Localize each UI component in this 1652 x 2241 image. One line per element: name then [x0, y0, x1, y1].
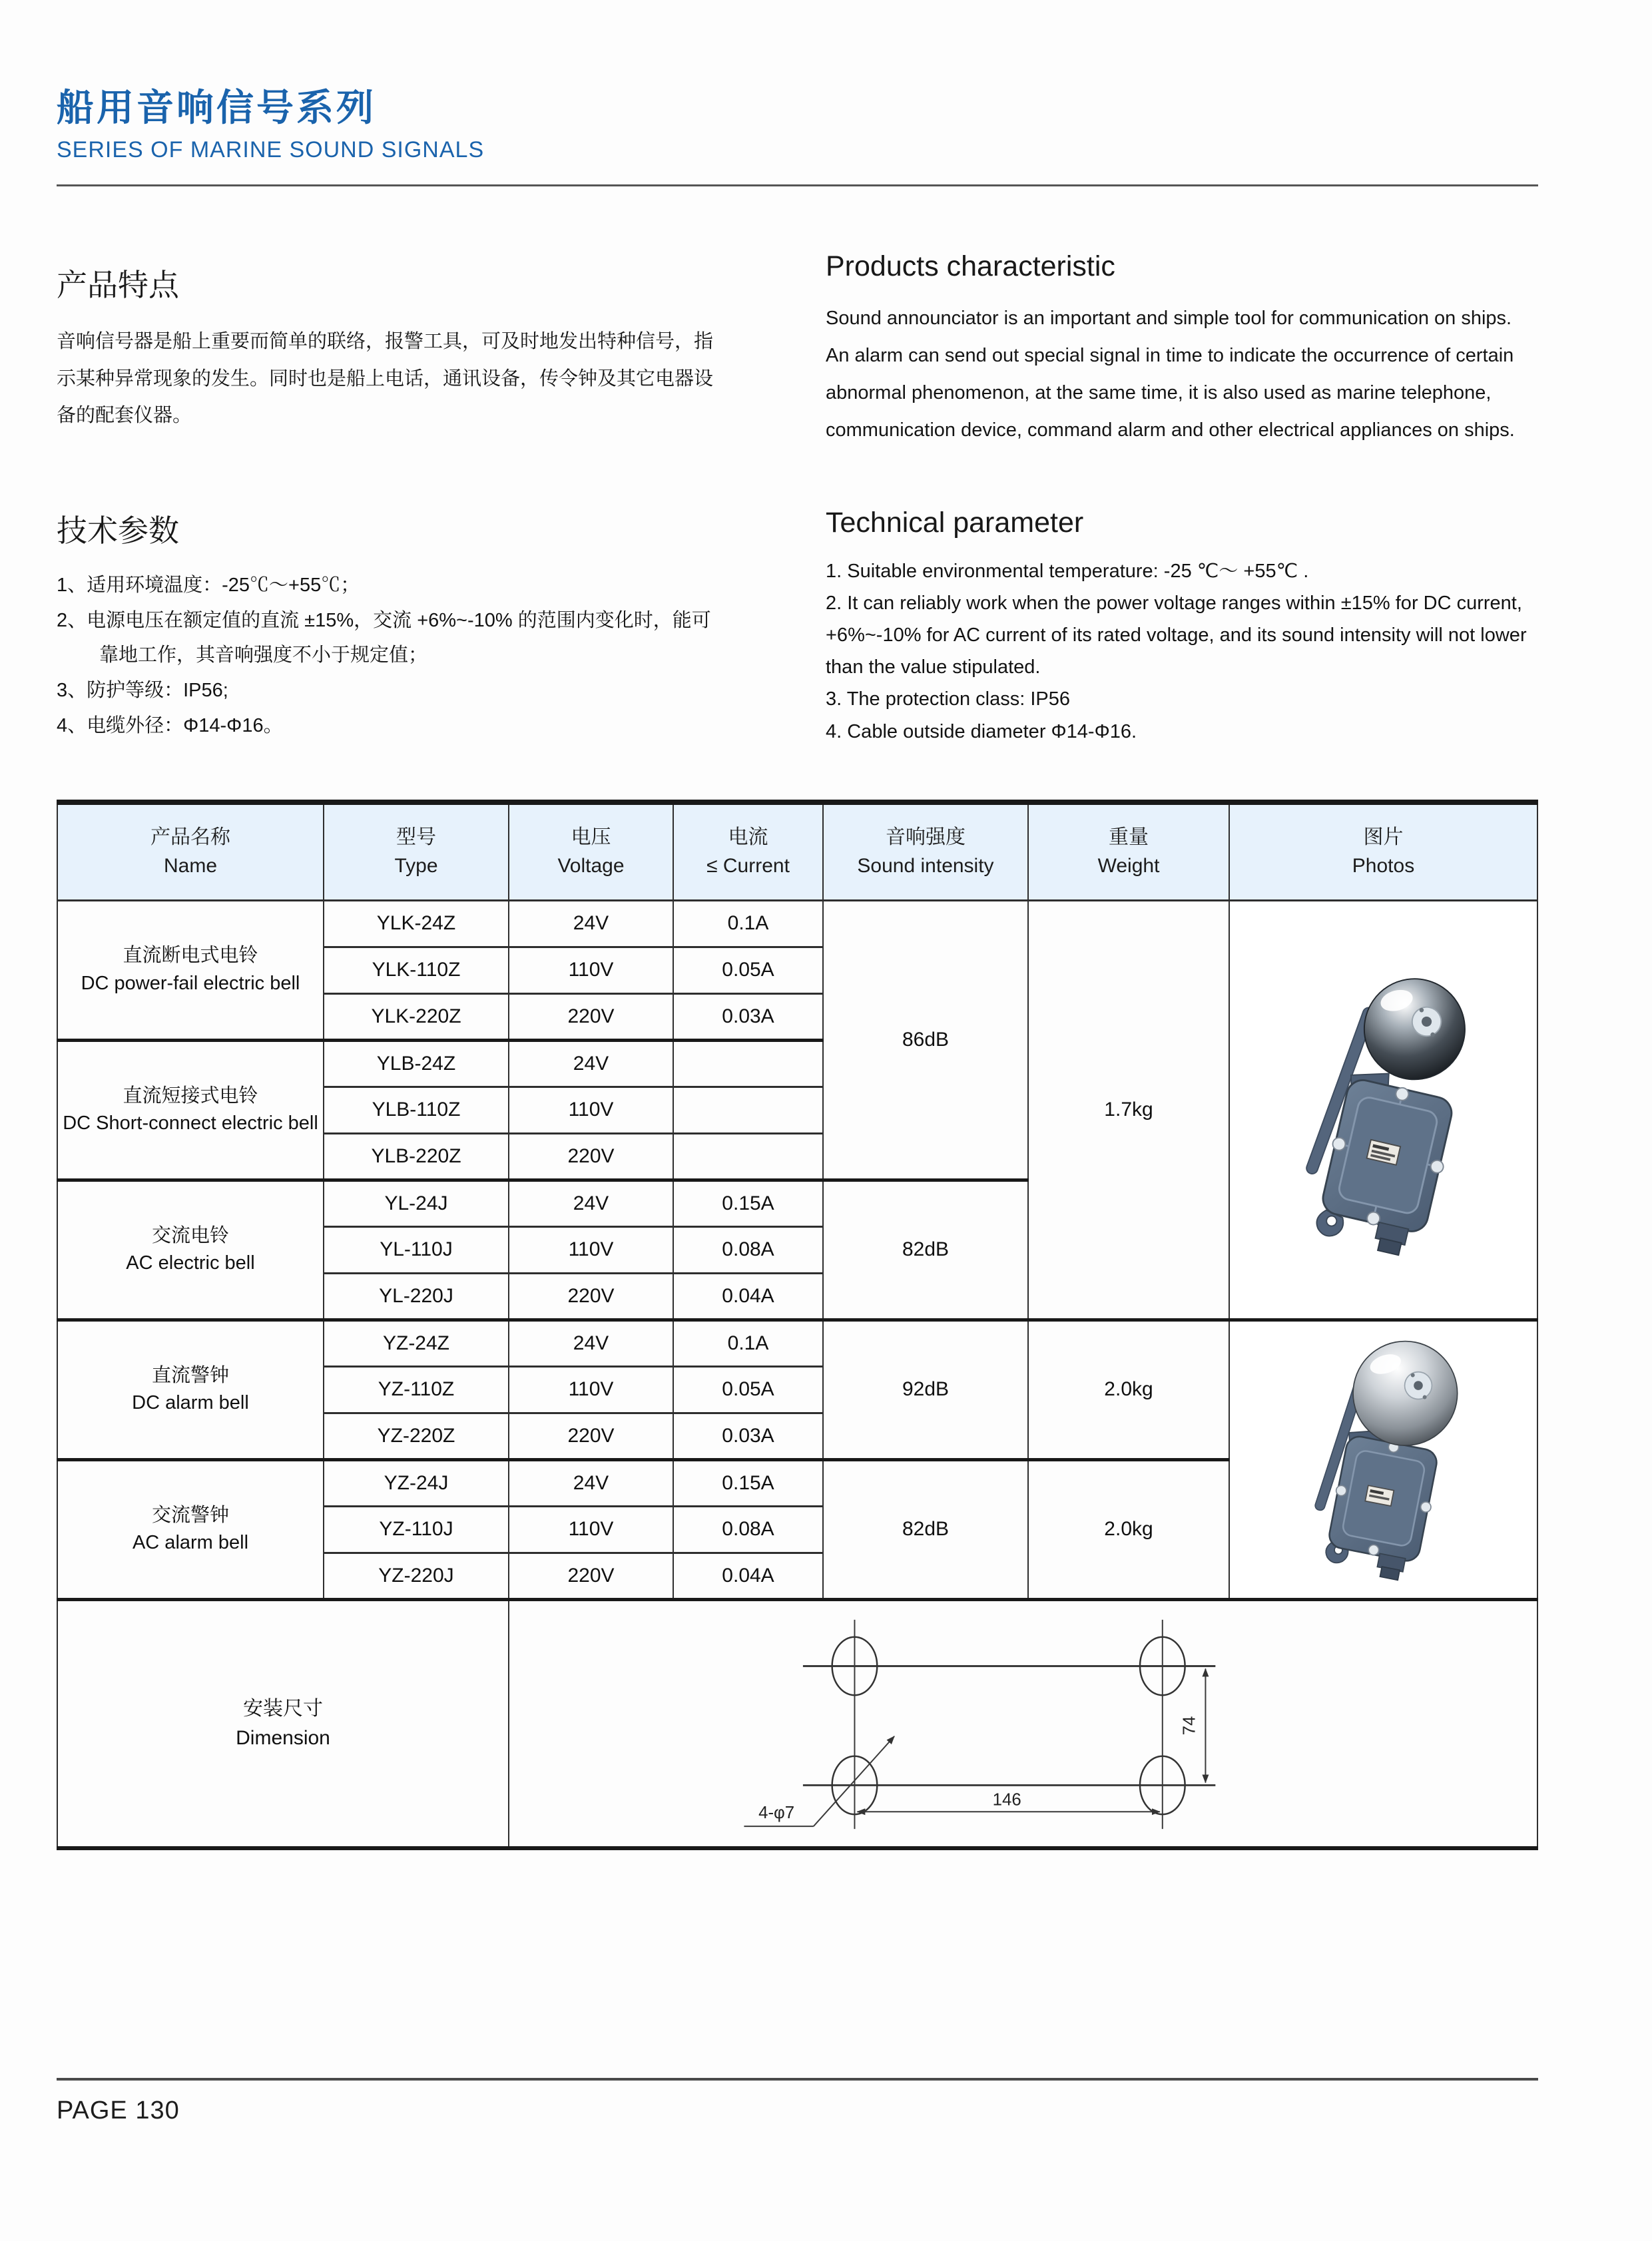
- voltage-cell: 24V: [509, 900, 673, 947]
- product-spec-table: [57, 800, 1538, 1850]
- intro-sections: [57, 186, 1538, 748]
- list-item: 1. Suitable environmental temperature: -25 ℃～ +55℃ .: [826, 560, 1309, 582]
- type-cell: YLB-24Z: [324, 1040, 509, 1087]
- sound-intensity-cell: 92dB: [823, 1320, 1028, 1459]
- list-item: 2、电源电压在额定值的直流 ±15%，交流 +6%~-10% 的范围内变化时，能可靠地工作，其音响强度不小于规定值；: [57, 609, 711, 666]
- voltage-cell: 110V: [509, 947, 673, 993]
- voltage-cell: 110V: [509, 1366, 673, 1413]
- current-cell: 0.1A: [673, 1320, 823, 1366]
- features-body-en: Sound announciator is an important and simple tool for communication on ships. An alarm can send out special signal in time to indicate the occurrence of certain abnormal phenomenon, at the same time, it is also used as marine telephone, communication device, command alarm and other electrical appliances on ships.: [826, 308, 1515, 441]
- page-footer: [57, 2078, 1538, 2125]
- type-cell: YLK-110Z: [324, 947, 509, 993]
- weight-cell: 2.0kg: [1028, 1459, 1229, 1599]
- current-cell: 0.1A: [673, 900, 823, 947]
- params-list-en: [826, 555, 1538, 748]
- current-cell: 0.05A: [673, 947, 823, 993]
- dimension-drawing: [509, 1599, 1537, 1848]
- alarm-bell-image: [1274, 1324, 1494, 1590]
- dim-holes-label: 4-φ7: [758, 1803, 794, 1822]
- table-header-row: [57, 802, 1537, 901]
- voltage-cell: 24V: [509, 1180, 673, 1226]
- product-photo-electric-bell: [1229, 900, 1537, 1320]
- features-heading-en: Products characteristic: [826, 250, 1115, 282]
- voltage-cell: 220V: [509, 1273, 673, 1320]
- type-cell: YZ-110J: [324, 1506, 509, 1553]
- dim-width-label: 146: [992, 1790, 1021, 1809]
- product-name-cell: 交流警钟 AC alarm bell: [57, 1459, 324, 1599]
- weight-cell: 2.0kg: [1028, 1320, 1229, 1459]
- type-cell: YLK-220Z: [324, 993, 509, 1040]
- current-cell: 0.08A: [673, 1506, 823, 1553]
- electric-bell-image: [1270, 941, 1497, 1274]
- page-title-zh: 船用音响信号系列: [57, 87, 376, 128]
- product-name-cell: 直流断电式电铃 DC power-fail electric bell: [57, 900, 324, 1040]
- table-row: [57, 900, 1537, 947]
- type-cell: YZ-220Z: [324, 1413, 509, 1459]
- type-cell: YL-220J: [324, 1273, 509, 1320]
- dim-height-label: 74: [1180, 1716, 1199, 1735]
- list-item: 3、防护等级：IP56;: [57, 680, 228, 702]
- col-header-current: 电流 ≤ Current: [673, 802, 823, 901]
- current-cell: 0.04A: [673, 1273, 823, 1320]
- params-heading-zh: 技术参数: [57, 513, 179, 548]
- current-cell: [673, 1133, 823, 1180]
- list-item: 4. Cable outside diameter Φ14-Φ16.: [826, 720, 1137, 742]
- current-cell: 0.04A: [673, 1553, 823, 1599]
- list-item: 3. The protection class: IP56: [826, 688, 1071, 710]
- voltage-cell: 220V: [509, 1553, 673, 1599]
- current-cell: [673, 1040, 823, 1087]
- col-header-voltage: 电压 Voltage: [509, 802, 673, 901]
- voltage-cell: 220V: [509, 1133, 673, 1180]
- features-body-zh: 音响信号器是船上重要而简单的联络，报警工具，可及时地发出特种信号，指示某种异常现象的发生。同时也是船上电话，通讯设备，传令钟及其它电器设备的配套仪器。: [57, 331, 714, 427]
- product-name-cell: 直流警钟 DC alarm bell: [57, 1320, 324, 1459]
- weight-cell: 1.7kg: [1028, 900, 1229, 1320]
- sound-intensity-cell: 86dB: [823, 900, 1028, 1180]
- voltage-cell: 220V: [509, 993, 673, 1040]
- product-name-cell: 交流电铃 AC electric bell: [57, 1180, 324, 1320]
- list-item: 2. It can reliably work when the power voltage ranges within ±15% for DC current, +6%~-10% for AC current of its rated voltage, and its sound intensity will not lower than the value stipulated.: [826, 593, 1527, 678]
- voltage-cell: 110V: [509, 1226, 673, 1273]
- features-heading-zh: 产品特点: [57, 268, 179, 302]
- params-list-zh: [57, 568, 726, 744]
- voltage-cell: 110V: [509, 1087, 673, 1133]
- dimension-label: 安装尺寸 Dimension: [57, 1599, 509, 1848]
- type-cell: YLK-24Z: [324, 900, 509, 947]
- page-number: PAGE 130: [57, 2096, 180, 2124]
- current-cell: 0.03A: [673, 993, 823, 1040]
- current-cell: 0.03A: [673, 1413, 823, 1459]
- dimension-row: [57, 1599, 1537, 1848]
- section-features-en: [826, 186, 1538, 449]
- product-name-cell: 直流短接式电铃 DC Short-connect electric bell: [57, 1040, 324, 1180]
- section-params-en: [826, 449, 1538, 748]
- current-cell: 0.15A: [673, 1459, 823, 1506]
- voltage-cell: 220V: [509, 1413, 673, 1459]
- col-header-name: 产品名称 Name: [57, 802, 324, 901]
- current-cell: 0.08A: [673, 1226, 823, 1273]
- params-heading-en: Technical parameter: [826, 506, 1084, 539]
- section-params-zh: [57, 449, 726, 748]
- product-photo-alarm-bell: [1229, 1320, 1537, 1599]
- type-cell: YZ-24J: [324, 1459, 509, 1506]
- current-cell: 0.15A: [673, 1180, 823, 1226]
- col-header-photos: 图片 Photos: [1229, 802, 1537, 901]
- type-cell: YL-24J: [324, 1180, 509, 1226]
- voltage-cell: 24V: [509, 1040, 673, 1087]
- type-cell: YLB-220Z: [324, 1133, 509, 1180]
- current-cell: [673, 1087, 823, 1133]
- type-cell: YZ-110Z: [324, 1366, 509, 1413]
- page-title-en: SERIES OF MARINE SOUND SIGNALS: [57, 137, 485, 162]
- sound-intensity-cell: 82dB: [823, 1180, 1028, 1320]
- sound-intensity-cell: 82dB: [823, 1459, 1028, 1599]
- voltage-cell: 24V: [509, 1320, 673, 1366]
- mounting-dimension-diagram: [517, 1605, 1529, 1837]
- type-cell: YL-110J: [324, 1226, 509, 1273]
- voltage-cell: 110V: [509, 1506, 673, 1553]
- section-features-zh: [57, 186, 726, 449]
- col-header-type: 型号 Type: [324, 802, 509, 901]
- current-cell: 0.05A: [673, 1366, 823, 1413]
- col-header-sound: 音响强度 Sound intensity: [823, 802, 1028, 901]
- list-item: 1、适用环境温度：-25℃～+55℃；: [57, 574, 360, 596]
- type-cell: YLB-110Z: [324, 1087, 509, 1133]
- col-header-weight: 重量 Weight: [1028, 802, 1229, 901]
- type-cell: YZ-220J: [324, 1553, 509, 1599]
- type-cell: YZ-24Z: [324, 1320, 509, 1366]
- voltage-cell: 24V: [509, 1459, 673, 1506]
- list-item: 4、电缆外径：Φ14-Φ16。: [57, 714, 283, 736]
- table-row: [57, 1320, 1537, 1366]
